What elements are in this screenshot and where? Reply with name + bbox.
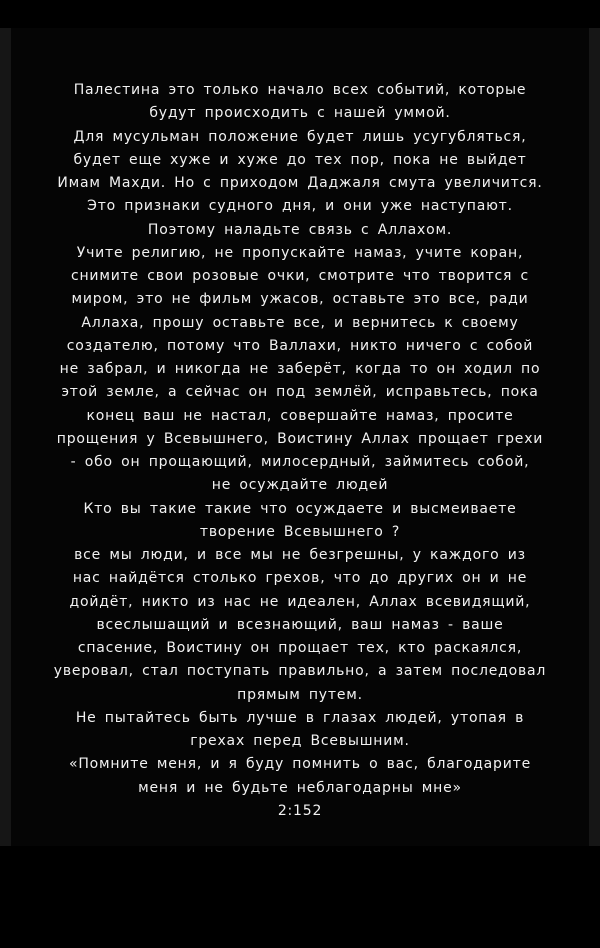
text-line: снимите свои розовые очки, смотрите что творится с [70, 268, 530, 284]
text-line: все мы люди, и все мы не безгрешны, у каждого из [74, 547, 526, 563]
text-line: Не пытайтесь быть лучше в глазах людей, утопая в [75, 709, 525, 726]
text-line: творение Всевышнего ? [199, 523, 401, 540]
text-line: «Помните меня, и я буду помнить о вас, благодарите [68, 756, 532, 773]
text-line: не забрал, и никогда не заберёт, когда то он ходил по [59, 361, 541, 377]
text-line: Учите религию, не пропускайте намаз, учите коран, [76, 244, 524, 261]
text-line: 2:152 [277, 802, 323, 819]
text-line: этой земле, а сейчас он под землёй, исправьтесь, пока [61, 384, 539, 401]
text-line: дойдёт, никто из нас не идеален, Аллах всевидящий, [69, 593, 531, 610]
text-line: Для мусульман положение будет лишь усугубляться, [73, 128, 527, 145]
text-line: создателю, потому что Валлахи, никто ничего с собой [66, 337, 534, 354]
text-line: миром, это не фильм ужасов, оставьте это все, ради [71, 291, 529, 308]
text-line: будут происходить с нашей уммой. [149, 105, 451, 122]
story-text [22, 79, 578, 823]
text-line: Кто вы такие такие что осуждаете и высмеиваете [83, 500, 517, 517]
text-line: прямым путем. [237, 686, 363, 703]
text-line: всеслышащий и всезнающий, ваш намаз - ваше [96, 616, 504, 633]
right-edge-strip [589, 28, 600, 846]
text-line: - обо он прощающий, милосердный, займитесь собой, [70, 454, 530, 470]
text-line: грехах перед Всевышним. [190, 733, 410, 749]
text-line: Аллаха, прошу оставьте все, и вернитесь к своему [81, 314, 519, 331]
text-line: не осуждайте людей [211, 477, 389, 494]
text-line: нас найдётся столько грехов, что до других он и не [72, 570, 528, 587]
text-line: Палестина это только начало всех событий, которые [73, 82, 527, 98]
text-line: уверовал, стал поступать правильно, а затем последовал [53, 663, 547, 680]
text-line: Поэтому наладьте связь с Аллахом. [147, 221, 453, 238]
text-line: спасение, Воистину он прощает тех, кто раскаялся, [77, 640, 523, 656]
text-line: будет еще хуже и хуже до тех пор, пока не выйдет [73, 151, 527, 168]
text-line: меня и не будьте неблагодарны мне» [138, 779, 462, 796]
text-line: конец ваш не настал, совершайте намаз, просите [86, 407, 514, 424]
text-line: Это признаки судного дня, и они уже наступают. [87, 198, 513, 215]
text-line: прощения у Всевышнего, Воистину Аллах прощает грехи [56, 430, 544, 447]
left-edge-strip [0, 28, 11, 846]
text-line: Имам Махди. Но с приходом Даджаля смута увеличится. [57, 175, 543, 191]
